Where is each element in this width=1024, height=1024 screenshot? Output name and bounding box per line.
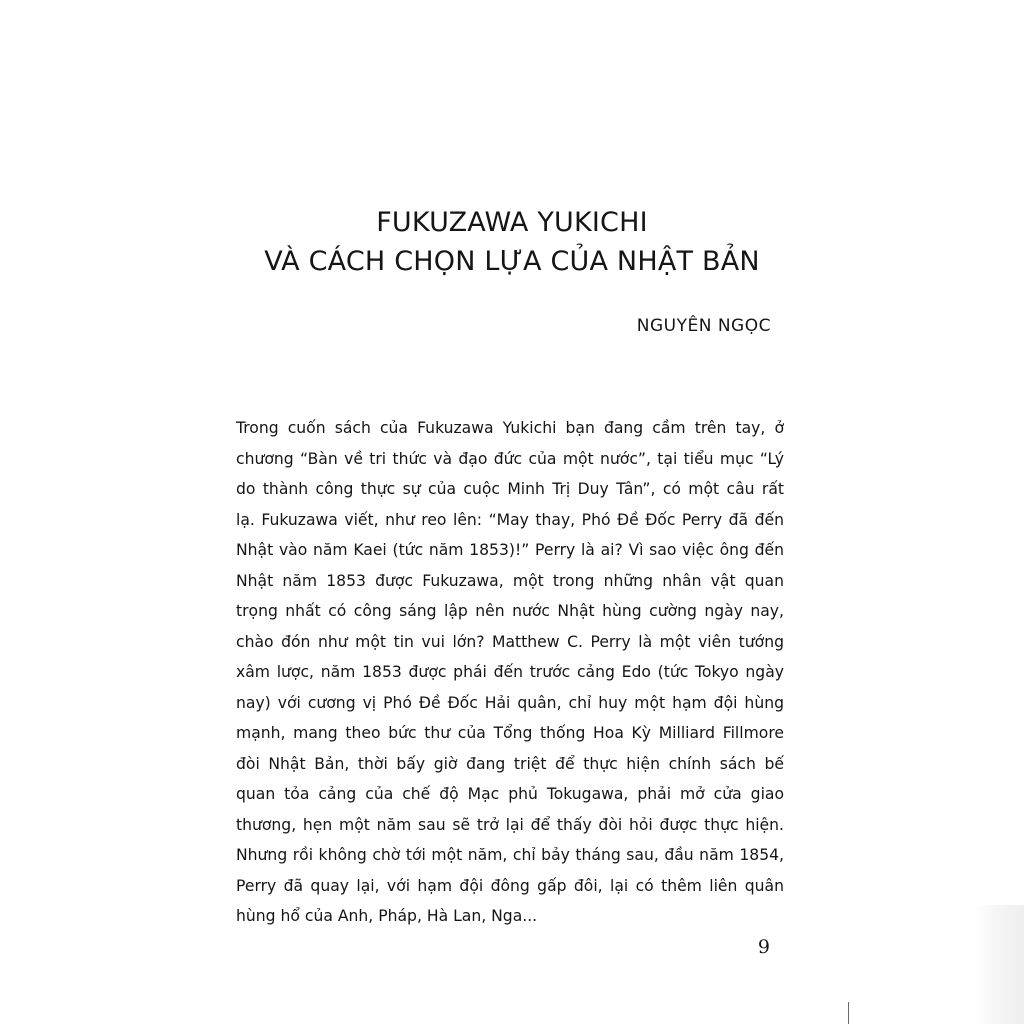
body-paragraph [236,413,784,932]
body-line: chào đón như một tin vui lớn? Matthew C. Perry là một viên tướng [236,632,784,651]
body-line: hùng hổ của Anh, Pháp, Hà Lan, Nga... [236,907,538,925]
page-edge-line [848,1002,849,1024]
body-line: Nhật vào năm Kaei (tức năm 1853)!” Perry là ai? Vì sao việc ông đến [236,541,784,559]
body-line: Trong cuốn sách của Fukuzawa Yukichi bạn đang cầm trên tay, ở [236,419,784,437]
chapter-title-line-1: FUKUZAWA YUKICHI [376,207,648,238]
body-line: Nhưng rồi không chờ tới một năm, chỉ bảy tháng sau, đầu năm 1854, [236,846,784,864]
body-line: đòi Nhật Bản, thời bấy giờ đang triệt để thực hiện chính sách bế [236,754,784,773]
body-line: Perry đã quay lại, với hạm đội đông gấp đôi, lại có thêm liên quân [236,876,784,895]
body-line: chương “Bàn về tri thức và đạo đức của một nước”, tại tiểu mục “Lý [236,449,784,468]
chapter-title-line-2: VÀ CÁCH CHỌN LỰA CỦA NHẬT BẢN [264,246,760,277]
body-line: quan tỏa cảng của chế độ Mạc phủ Tokugawa, phải mở cửa giao [236,785,784,803]
page-edge-shadow [975,905,1024,1024]
body-line: trọng nhất có công sáng lập nên nước Nhật hùng cường ngày nay, [236,602,784,620]
body-line: Nhật năm 1853 được Fukuzawa, một trong những nhân vật quan [236,571,784,590]
body-line: mạnh, mang theo bức thư của Tổng thống Hoa Kỳ Milliard Fillmore [236,724,784,742]
body-line: nay) với cương vị Phó Đề Đốc Hải quân, chỉ huy một hạm đội hùng [236,693,784,712]
chapter-author: NGUYÊN NGỌC [636,316,771,336]
body-line: xâm lược, năm 1853 được phái đến trước cảng Edo (tức Tokyo ngày [236,663,784,681]
body-line: thương, hẹn một năm sau sẽ trở lại để thấy đòi hỏi được thực hiện. [236,815,784,834]
body-line: do thành công thực sự của cuộc Minh Trị Duy Tân”, có một câu rất [236,480,784,498]
body-line: lạ. Fukuzawa viết, như reo lên: “May thay, Phó Đề Đốc Perry đã đến [236,510,784,529]
page-number: 9 [757,936,770,958]
